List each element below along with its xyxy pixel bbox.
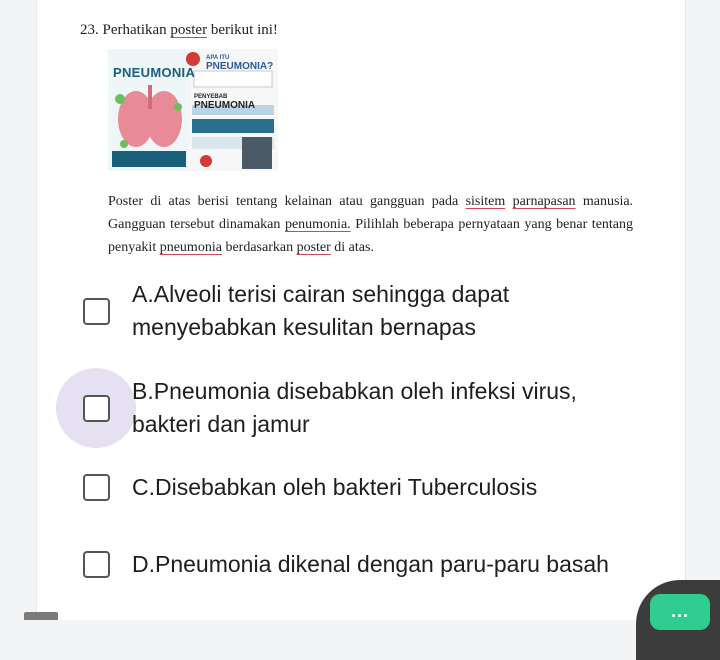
option-a[interactable]	[56, 271, 656, 351]
poster-left-title: PNEUMONIA	[113, 65, 196, 80]
body-underlined: poster	[296, 240, 331, 255]
option-c[interactable]	[56, 447, 656, 527]
pneumonia-poster-image	[108, 49, 278, 171]
poster-mid-heading: PNEUMONIA	[194, 100, 256, 111]
prompt-underlined: poster	[170, 22, 208, 38]
more-options-button[interactable]	[650, 594, 710, 630]
question-body	[108, 190, 633, 259]
poster-right-kicker: APA ITU	[206, 55, 230, 61]
body-text: Poster di atas berisi tentang kelainan atau gangguan pada	[108, 194, 459, 209]
poster-mid-title	[194, 94, 255, 111]
option-b-checkbox[interactable]	[83, 395, 110, 422]
body-text: manusia. Gangguan tersebut dinamakan	[108, 194, 634, 232]
option-a-label[interactable]: A.Alveoli terisi cairan sehingga dapat menyebabkan kesulitan bernapas	[132, 281, 510, 340]
poster-right-heading: PNEUMONIA?	[206, 61, 274, 72]
option-b-label[interactable]: B.Pneumonia disebabkan oleh infeksi virus, bakteri dan jamur	[132, 378, 577, 437]
more-dots-icon: ...	[670, 601, 689, 621]
option-c-label[interactable]: C.Disebabkan oleh bakteri Tuberculosis	[132, 473, 538, 500]
poster-right-title	[206, 55, 273, 72]
body-text: di atas.	[334, 240, 374, 255]
body-underlined: sisitem	[465, 194, 506, 209]
body-underlined: parnapasan	[512, 194, 576, 209]
option-c-checkbox[interactable]	[83, 474, 110, 501]
prompt-text-end: berikut ini!	[210, 22, 278, 38]
option-a-checkbox[interactable]	[83, 298, 110, 325]
option-c-checkbox-area[interactable]	[56, 447, 136, 527]
poster-mid-kicker: PENYEBAB	[194, 94, 228, 100]
option-b-checkbox-area[interactable]	[56, 368, 136, 448]
prompt-text: Perhatikan	[102, 22, 167, 38]
question-heading	[80, 22, 278, 39]
body-underlined: penumonia.	[284, 217, 351, 232]
option-a-checkbox-area[interactable]	[56, 271, 136, 351]
question-number: 23.	[80, 22, 99, 38]
option-d[interactable]	[56, 524, 656, 604]
body-text: berdasarkan	[225, 240, 294, 255]
option-d-checkbox-area[interactable]	[56, 524, 136, 604]
body-text: Pilihlah beberapa pernyataan yang benar tentang penyakit	[108, 217, 634, 255]
body-underlined: pneumonia	[159, 240, 222, 255]
option-d-label[interactable]: D.Pneumonia dikenal dengan paru-paru basah	[132, 550, 609, 577]
option-d-checkbox[interactable]	[83, 551, 110, 578]
bottom-left-handle	[24, 612, 58, 620]
option-b[interactable]	[56, 368, 656, 448]
